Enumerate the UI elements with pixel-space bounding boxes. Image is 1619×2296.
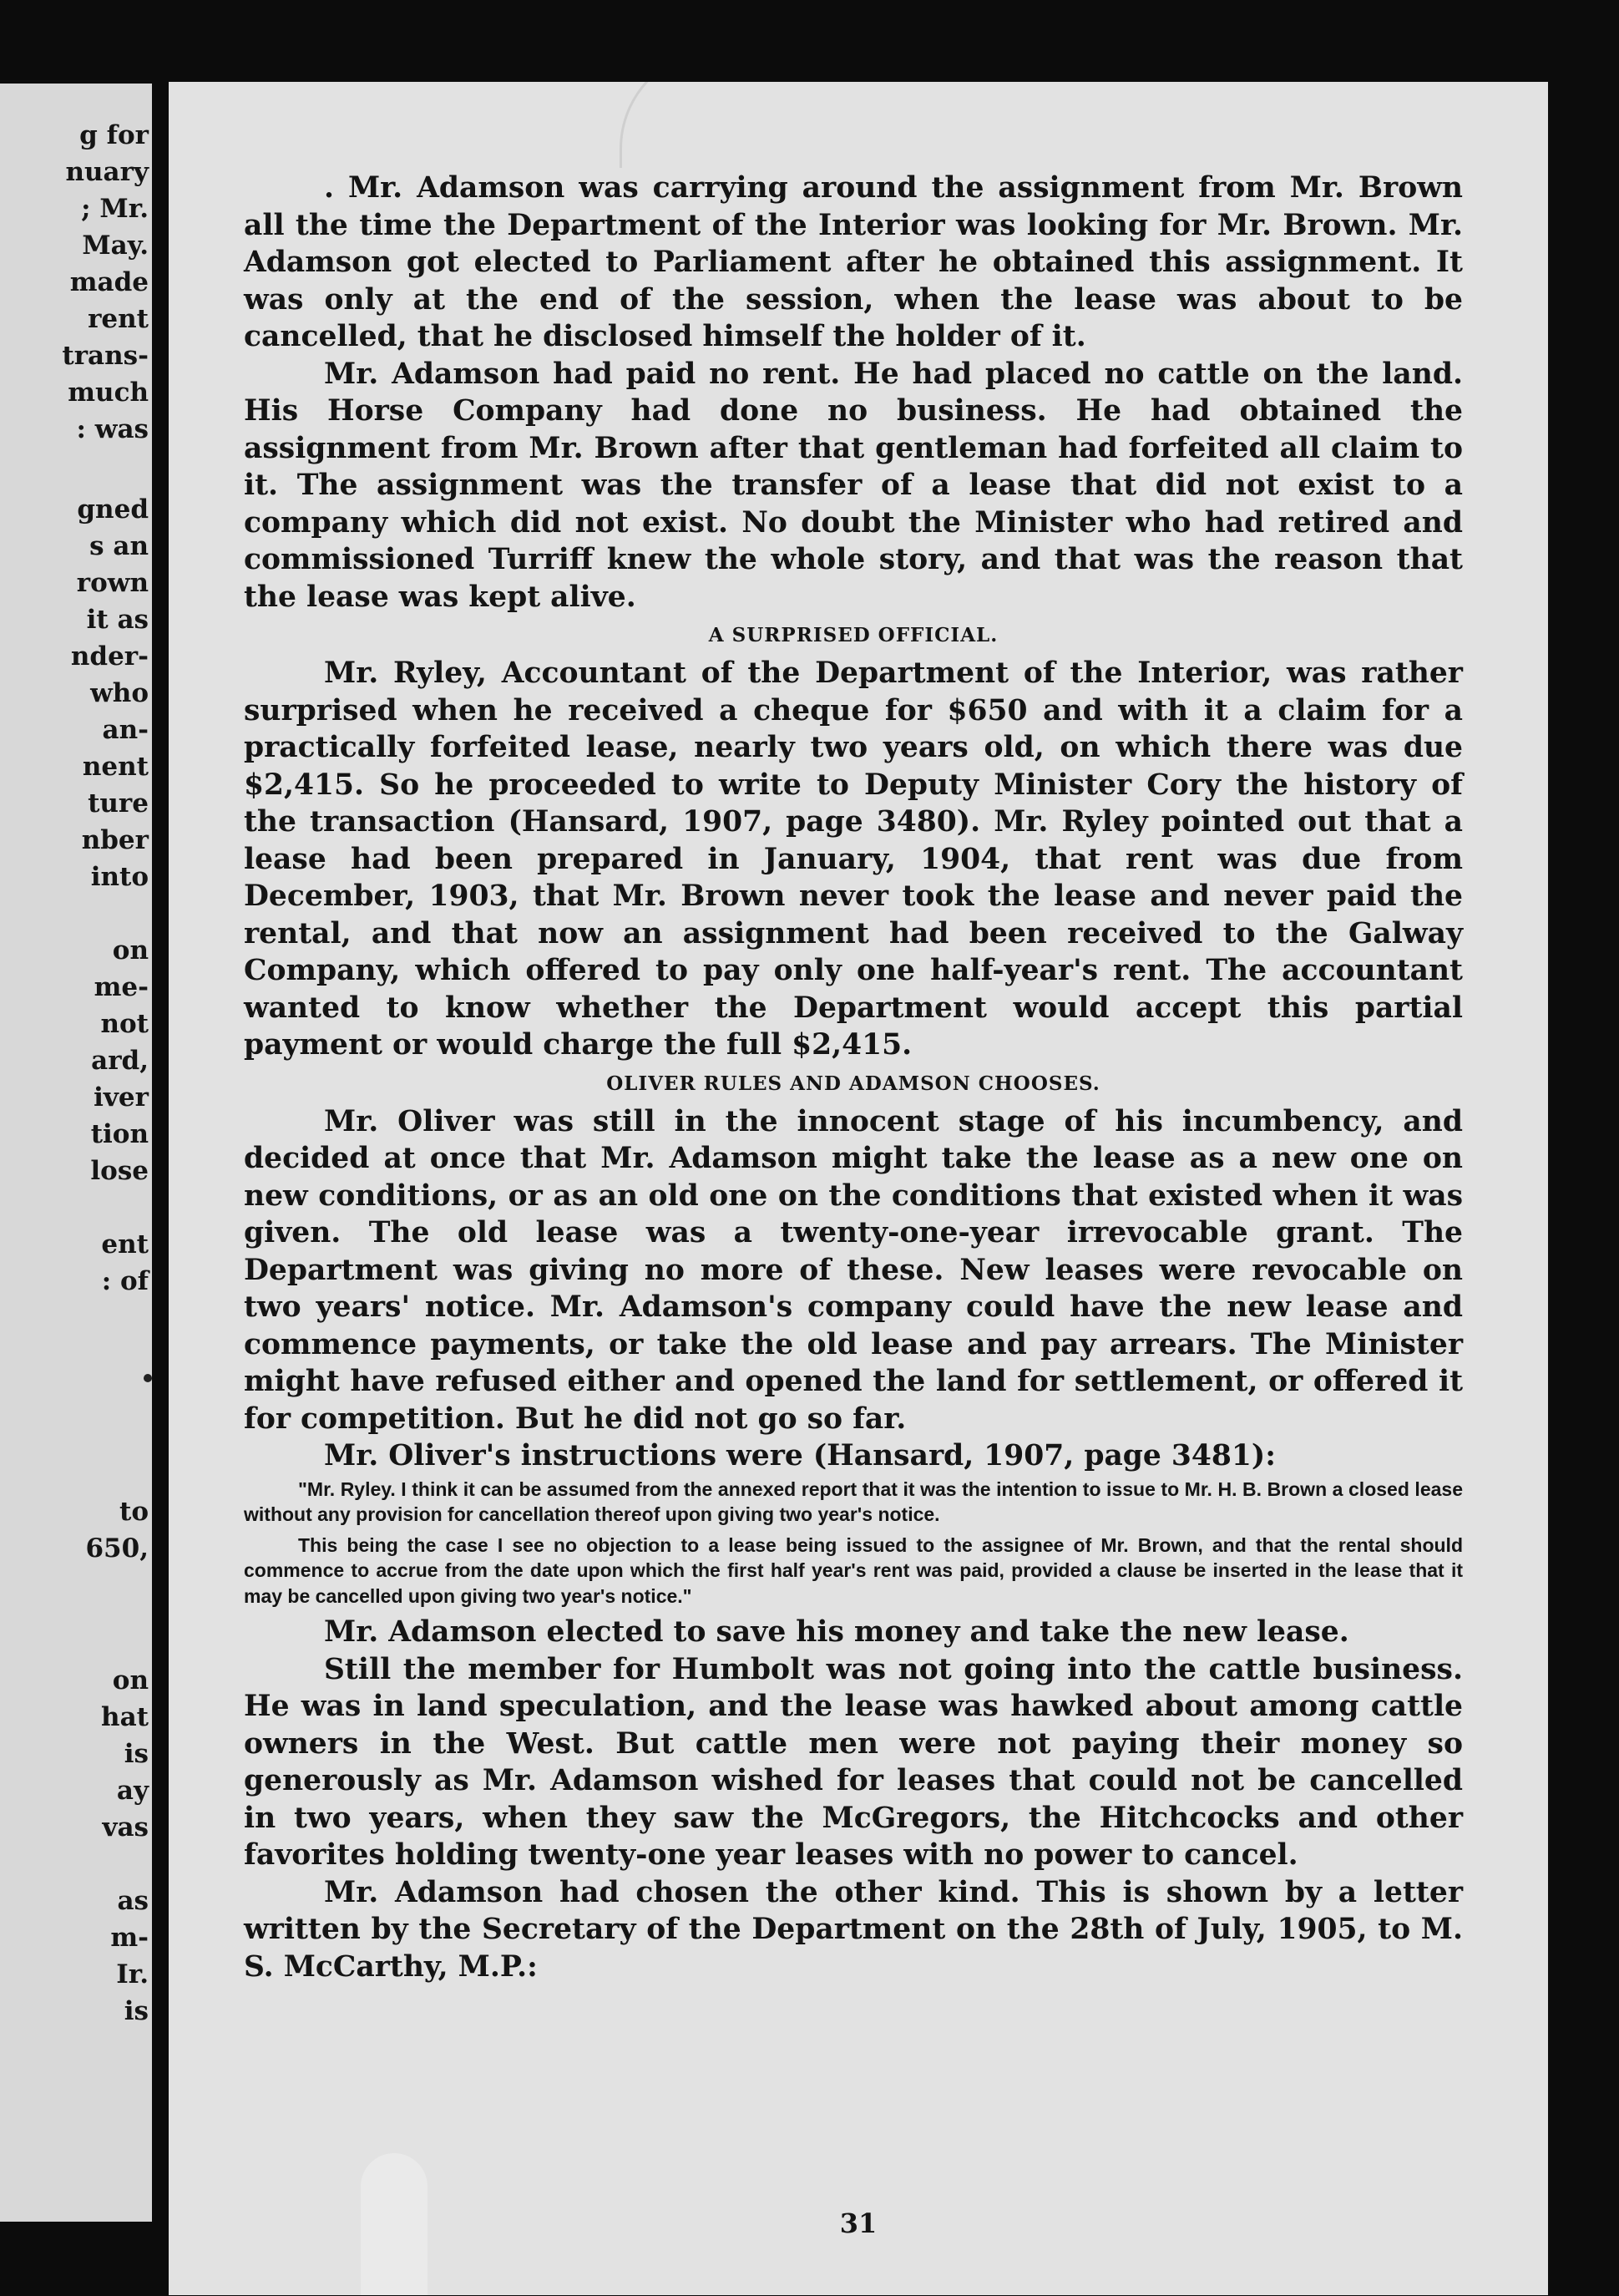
paragraph-4: Mr. Oliver was still in the innocent stage of his incumbency, and decided at once that Mr. Adamson might take the lease as a new one on new conditions, or as an old one on the conditions that existed when it was given. The old lease was a twenty-one-year irrevocable grant. The Department was giving no more of these. New leases were revocable on two years' notice. Mr. Adamson's company could have the new lease and commence payments, or take the old lease and pay arrears. The Minister might have refused either and opened the land for settlement, or offered it for competition. But he did not go so far.: [244, 1104, 1463, 1436]
previous-page-fragment: as: [117, 1886, 149, 1916]
previous-page-fragment: on: [112, 935, 149, 966]
previous-page-fragment: s an: [89, 531, 149, 561]
binding-glare: [361, 2153, 428, 2295]
paragraph-2: Mr. Adamson had paid no rent. He had placed no cattle on the land. His Horse Company had done no business. He had obtained the assignment from Mr. Brown after that gentleman had forfeited all claim to it. The assignment was the transfer of a lease that did not exist to a company which did not exist. No doubt the Minister who had retired and commissioned Turriff knew the whole story, and that was the reason that the lease was kept alive.: [244, 357, 1463, 614]
previous-page-fragment: tion: [90, 1119, 149, 1149]
previous-page-fragment: is: [124, 1996, 149, 2026]
margin-mark: [144, 1374, 152, 1382]
previous-page-fragment: 650,: [85, 1533, 149, 1564]
previous-page-fragment: iver: [94, 1082, 149, 1113]
previous-page-fragment: lose: [90, 1156, 149, 1186]
previous-page-fragment: made: [69, 267, 149, 297]
previous-page-fragment: is: [124, 1739, 149, 1769]
page-curl: [620, 82, 722, 168]
text-column: [244, 170, 1463, 1985]
previous-page-fragment: trans-: [62, 341, 149, 371]
previous-page-fragment: vas: [102, 1812, 149, 1842]
previous-page-fragment: ay: [116, 1776, 149, 1806]
previous-page-fragment: on: [112, 1665, 149, 1695]
previous-page-fragment: nber: [81, 825, 149, 855]
previous-page-fragment: rown: [76, 568, 149, 598]
previous-page-fragment: ture: [88, 788, 149, 819]
previous-page-fragment: ent: [101, 1229, 149, 1260]
paragraph-5: Mr. Oliver's instructions were (Hansard, 1907, page 3481):: [324, 1439, 1276, 1472]
subheading-surprised-official: A SURPRISED OFFICIAL.: [708, 624, 999, 646]
previous-page-fragment: to: [119, 1497, 149, 1527]
paragraph-7: Still the member for Humbolt was not going into the cattle business. He was in land speculation, and the lease was hawked about among cattle owners in the West. But cattle men were not paying their money so generously as Mr. Adamson wished for leases that could not be cancelled in two years, when they saw the McGregors, the Hitchcocks and other favorites holding twenty-one year leases with no power to cancel.: [244, 1652, 1463, 1872]
previous-page-fragment: May.: [82, 231, 149, 261]
previous-page-fragment: rent: [88, 304, 149, 334]
previous-page-fragment: : of: [101, 1266, 149, 1296]
previous-page-fragment: gned: [77, 494, 149, 525]
quote-2: This being the case I see no objection to a lease being issued to the assignee of Mr. Brown, and that the rental should commence to accrue from the date upon which the first half year's rent was paid, provided a clause be inserted in the lease that it may be cancelled upon giving two year's notice.": [244, 1533, 1463, 1607]
previous-page-fragment: much: [68, 378, 149, 408]
previous-page-fragment: nder-: [70, 641, 149, 672]
quote-1: "Mr. Ryley. I think it can be assumed from the annexed report that it was the intention to issue to Mr. H. B. Brown a closed lease without any provision for cancellation thereof upon giving two year's notice.: [244, 1477, 1463, 1525]
previous-page-fragment: nent: [82, 752, 149, 782]
previous-page-fragment: : was: [76, 414, 149, 444]
paragraph-3: Mr. Ryley, Accountant of the Department of the Interior, was rather surprised when he received a cheque for $650 and with it a claim for a practically forfeited lease, nearly two years old, on which there was due $2,415. So he proceeded to write to Deputy Minister Cory the history of the transaction (Hansard, 1907, page 3480). Mr. Ryley pointed out that a lease had been prepared in January, 1904, that rent was due from December, 1903, that Mr. Brown never took the lease and never paid the rental, and that now an assignment had been received to the Galway Company, which offered to pay only one half-year's rent. The accountant wanted to know whether the Department would accept this partial payment or would charge the full $2,415.: [244, 656, 1463, 1062]
subheading-oliver-rules: OLIVER RULES AND ADAMSON CHOOSES.: [606, 1072, 1100, 1095]
previous-page-fragment: Ir.: [116, 1959, 149, 1989]
previous-page-fragment: me-: [94, 972, 149, 1002]
previous-page-fragment: nuary: [65, 157, 149, 187]
previous-page-fragment: into: [90, 862, 149, 892]
previous-page-fragment: it as: [86, 605, 149, 635]
previous-page-edge: [0, 84, 152, 2222]
previous-page-fragment: hat: [101, 1702, 149, 1732]
document-page: [169, 82, 1548, 2295]
page-number: 31: [839, 2207, 878, 2239]
previous-page-fragment: ; Mr.: [81, 194, 149, 224]
previous-page-fragment: g for: [79, 120, 149, 150]
previous-page-fragment: ard,: [91, 1046, 149, 1076]
paragraph-8: Mr. Adamson had chosen the other kind. This is shown by a letter written by the Secretary of the Department on the 28th of July, 1905, to M. S. McCarthy, M.P.:: [244, 1875, 1463, 1984]
previous-page-fragment: an-: [102, 715, 149, 745]
previous-page-fragment: m-: [110, 1923, 149, 1953]
paragraph-6: Mr. Adamson elected to save his money and take the new lease.: [324, 1615, 1349, 1649]
previous-page-fragment: who: [90, 678, 149, 708]
paragraph-1: . Mr. Adamson was carrying around the assignment from Mr. Brown all the time the Department of the Interior was looking for Mr. Brown. Mr. Adamson got elected to Parliament after he obtained this assignment. It was only at the end of the session, when the lease was about to be cancelled, that he disclosed himself the holder of it.: [244, 171, 1463, 353]
previous-page-fragment: not: [100, 1009, 149, 1039]
